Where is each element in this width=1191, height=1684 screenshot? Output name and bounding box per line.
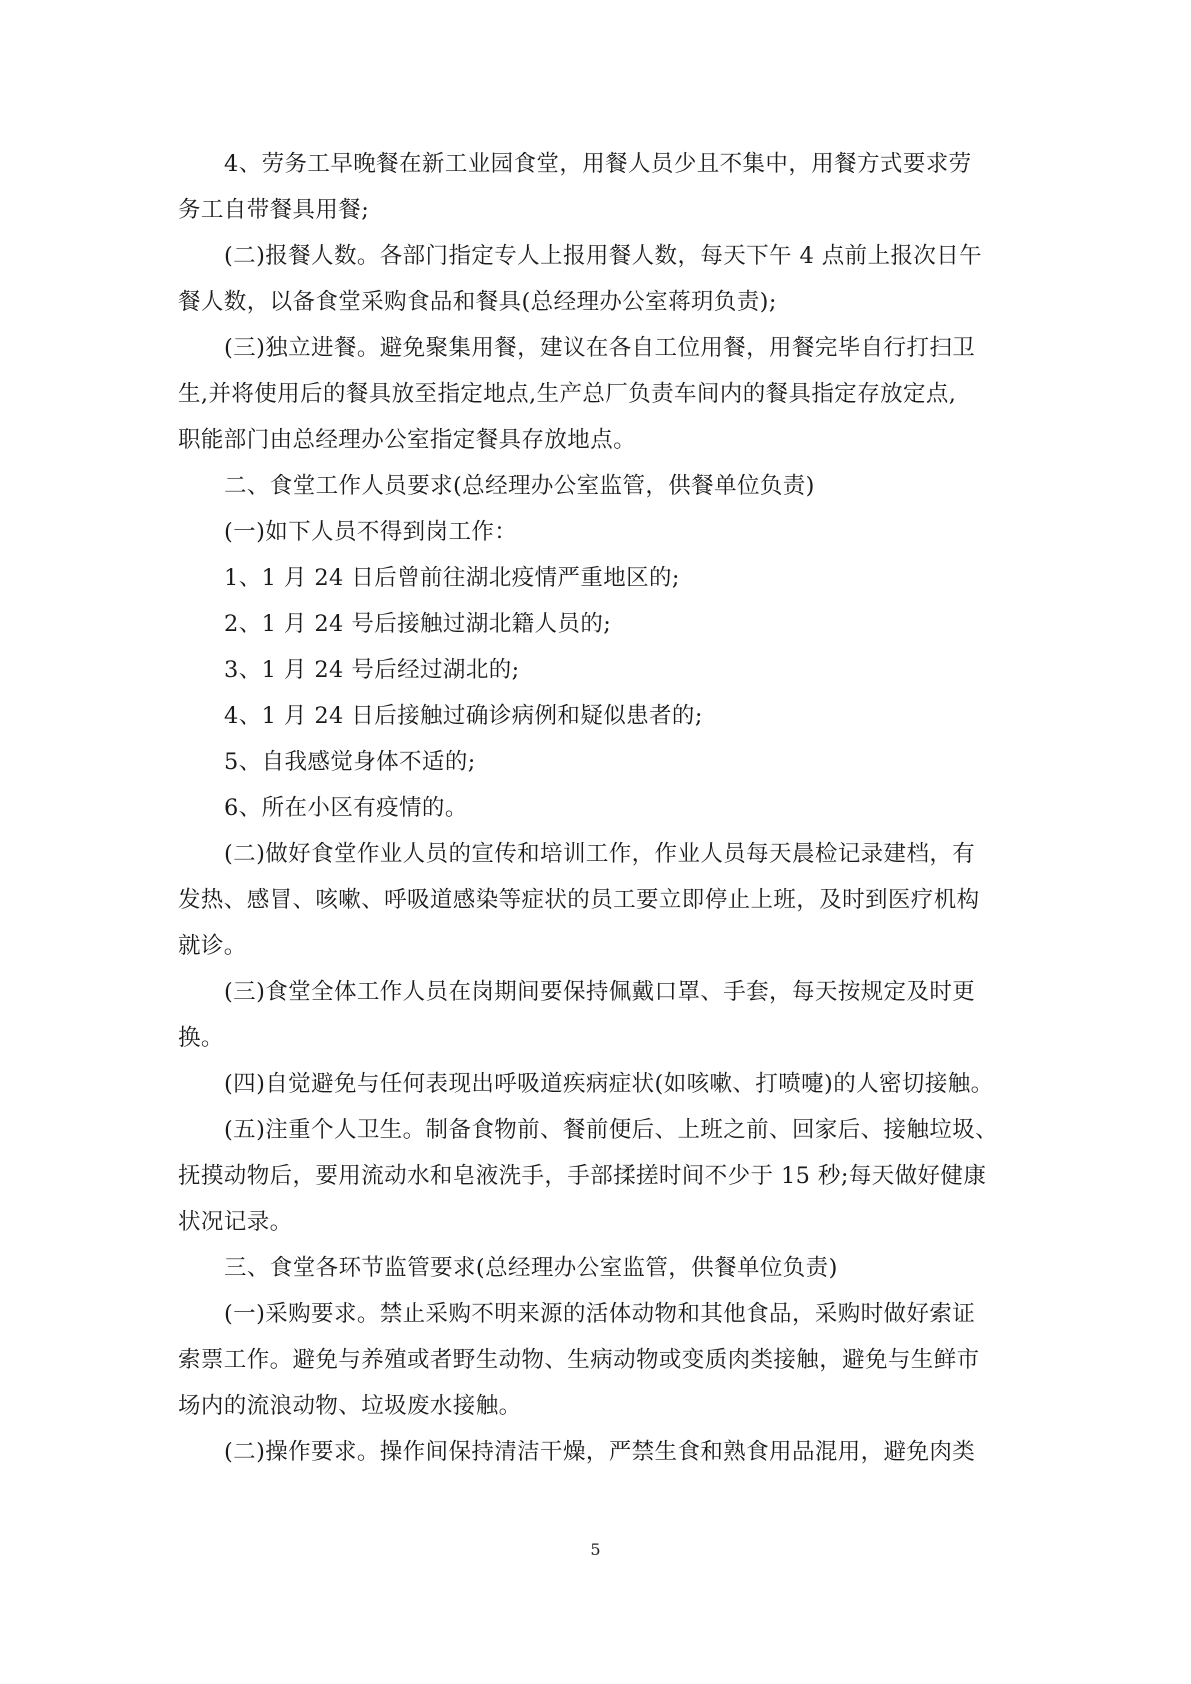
- page-number: 5: [590, 1540, 601, 1559]
- paragraph: [178, 785, 1016, 831]
- paragraph: [178, 693, 1016, 739]
- paragraph: [178, 647, 1016, 693]
- text-line: 抚摸动物后，要用流动水和皂液洗手，手部揉搓时间不少于 15 秒;每天做好健康: [178, 1163, 987, 1189]
- text-line: 职能部门由总经理办公室指定餐具存放地点。: [178, 427, 637, 453]
- text-line: 就诊。: [178, 933, 247, 959]
- text-line: 4、1 月 24 日后接触过确诊病例和疑似患者的;: [224, 703, 703, 729]
- text-line: 3、1 月 24 号后经过湖北的;: [224, 657, 520, 683]
- text-line: 状况记录。: [178, 1209, 293, 1235]
- text-line: 索票工作。避免与养殖或者野生动物、生病动物或变质肉类接触，避免与生鲜市: [178, 1347, 980, 1373]
- text-line: 6、所在小区有疫情的。: [224, 795, 468, 821]
- paragraph: [178, 831, 1016, 969]
- paragraph: [178, 233, 1016, 325]
- text-line: (三)独立进餐。避免聚集用餐，建议在各自工位用餐，用餐完毕自行打扫卫: [224, 335, 976, 361]
- text-line: 2、1 月 24 号后接触过湖北籍人员的;: [224, 611, 612, 637]
- text-line: 1、1 月 24 日后曾前往湖北疫情严重地区的;: [224, 565, 680, 591]
- paragraph: [178, 463, 1016, 509]
- text-line: 餐人数，以备食堂采购食品和餐具(总经理办公室蒋玥负责);: [178, 289, 777, 315]
- text-line: 二、食堂工作人员要求(总经理办公室监管，供餐单位负责): [224, 473, 815, 499]
- text-line: 5、自我感觉身体不适的;: [224, 749, 476, 775]
- document-body: [178, 141, 1016, 1475]
- paragraph: [178, 325, 1016, 463]
- text-line: (四)自觉避免与任何表现出呼吸道疾病症状(如咳嗽、打喷嚏)的人密切接触。: [224, 1071, 994, 1097]
- text-line: 三、食堂各环节监管要求(总经理办公室监管，供餐单位负责): [224, 1255, 838, 1281]
- text-line: 生,并将使用后的餐具放至指定地点,生产总厂负责车间内的餐具指定存放定点,: [178, 381, 957, 407]
- paragraph: [178, 1245, 1016, 1291]
- text-line: (二)报餐人数。各部门指定专人上报用餐人数，每天下午 4 点前上报次日午: [224, 243, 983, 269]
- text-line: 4、劳务工早晚餐在新工业园食堂，用餐人员少且不集中，用餐方式要求劳: [224, 151, 972, 177]
- paragraph: [178, 1291, 1016, 1429]
- paragraph: [178, 555, 1016, 601]
- text-line: (二)做好食堂作业人员的宣传和培训工作，作业人员每天晨检记录建档，有: [224, 841, 976, 867]
- text-line: 场内的流浪动物、垃圾废水接触。: [178, 1393, 522, 1419]
- paragraph: [178, 601, 1016, 647]
- paragraph: [178, 969, 1016, 1061]
- text-line: (二)操作要求。操作间保持清洁干燥，严禁生食和熟食用品混用，避免肉类: [224, 1439, 976, 1465]
- paragraph: [178, 1061, 1016, 1107]
- paragraph: [178, 1107, 1016, 1245]
- text-line: (三)食堂全体工作人员在岗期间要保持佩戴口罩、手套，每天按规定及时更: [224, 979, 976, 1005]
- text-line: 务工自带餐具用餐;: [178, 197, 370, 223]
- text-line: (一)如下人员不得到岗工作：: [224, 519, 518, 545]
- text-line: (五)注重个人卫生。制备食物前、餐前便后、上班之前、回家后、接触垃圾、: [224, 1117, 999, 1143]
- paragraph: [178, 739, 1016, 785]
- text-line: 发热、感冒、咳嗽、呼吸道感染等症状的员工要立即停止上班，及时到医疗机构: [178, 887, 980, 913]
- text-line: (一)采购要求。禁止采购不明来源的活体动物和其他食品，采购时做好索证: [224, 1301, 976, 1327]
- text-line: 换。: [178, 1025, 224, 1051]
- paragraph: [178, 509, 1016, 555]
- paragraph: [178, 1429, 1016, 1475]
- paragraph: [178, 141, 1016, 233]
